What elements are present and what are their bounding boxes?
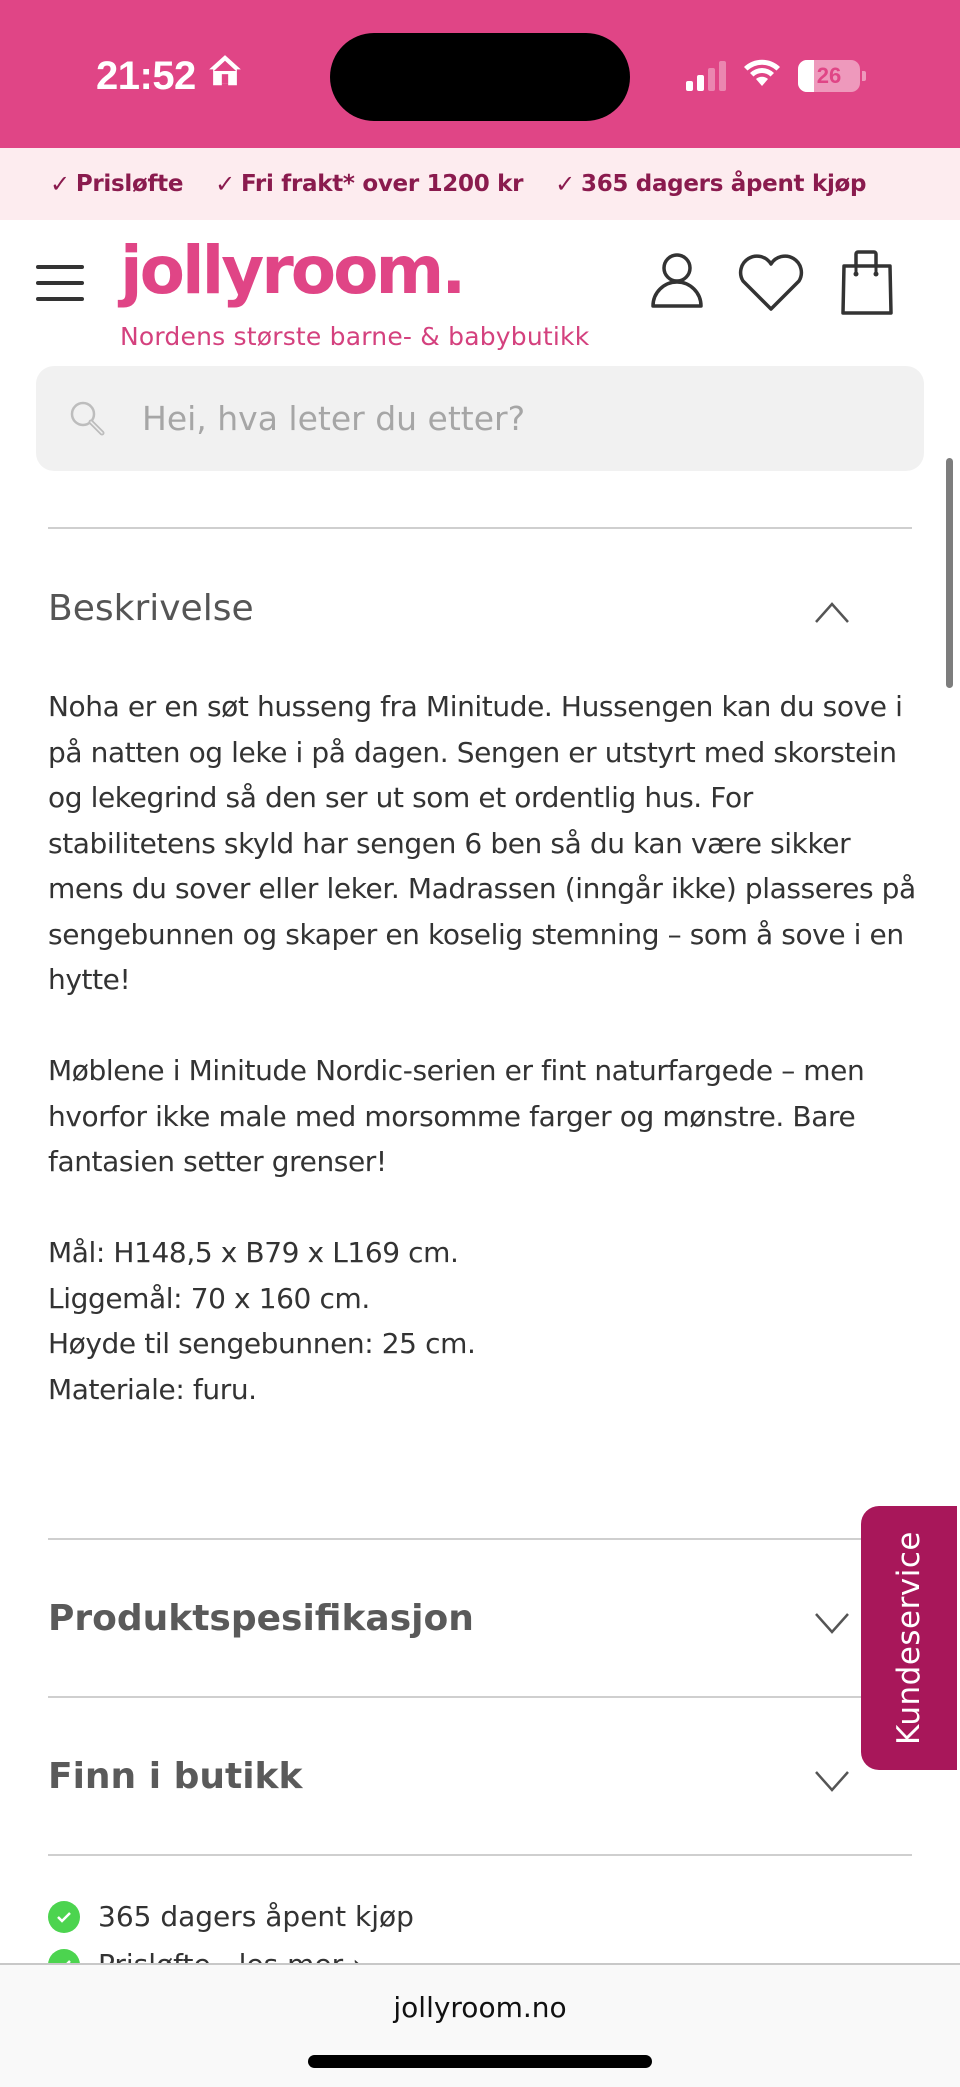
customer-service-tab[interactable]: Kundeservice <box>861 1506 957 1770</box>
divider <box>48 1696 912 1698</box>
home-indicator[interactable] <box>308 2055 652 2068</box>
battery-level: 26 <box>816 62 842 88</box>
menu-icon[interactable] <box>36 265 84 301</box>
spec-bed-base-height: Høyde til sengebunnen: 25 cm. <box>48 1327 476 1360</box>
wishlist-heart-icon[interactable] <box>737 254 805 312</box>
status-time <box>96 52 244 100</box>
accordion-title: Finn i butikk <box>48 1756 303 1797</box>
scrollbar[interactable] <box>946 458 953 688</box>
check-icon: ✓ <box>50 170 70 198</box>
signal-icon <box>686 61 726 91</box>
divider <box>48 1538 912 1540</box>
status-bar <box>0 0 960 148</box>
usp-bar <box>0 148 960 220</box>
accordion-title: Beskrivelse <box>48 588 254 629</box>
check-icon: ✓ <box>555 170 575 198</box>
chevron-up-icon <box>814 600 850 624</box>
wifi-icon <box>742 58 782 93</box>
spec-sleeping-area: Liggemål: 70 x 160 cm. <box>48 1281 370 1315</box>
spec-material: Materiale: furu. <box>48 1372 257 1406</box>
divider <box>48 1854 912 1856</box>
description-body <box>48 684 928 1412</box>
chevron-down-icon <box>814 1770 850 1794</box>
accordion-title: Produktspesifikasjon <box>48 1598 474 1639</box>
account-icon[interactable] <box>650 252 704 310</box>
usp-open-purchase[interactable]: ✓ 365 dagers åpent kjøp <box>555 170 867 198</box>
check-icon: ✓ <box>215 170 235 198</box>
description-paragraph: Møblene i Minitude Nordic-serien er fint naturfargede – men hvorfor ikke male med morsomme farger og mønstre. Bare fantasien setter grenser! <box>48 1054 865 1178</box>
chevron-down-icon <box>814 1612 850 1636</box>
search-placeholder: Hei, hva leter du etter? <box>142 399 526 438</box>
logo[interactable]: jollyroom. <box>120 232 464 309</box>
description-paragraph: Noha er en søt husseng fra Minitude. Hussengen kan du sove i på natten og leke i på dagen. Sengen er utstyrt med skorstein og lekegrind så den ser ut som et ordentlig hus. For stabilitetens skyld har sengen 6 ben så du kan være sikker mens du sover eller leker. Madrassen (inngår ikke) plasseres på sengebunnen og skaper en koselig stemning – som å sove i en hytte! <box>48 690 916 996</box>
status-indicators <box>686 58 866 93</box>
usp-price-promise[interactable]: ✓ Prisløfte <box>50 170 184 198</box>
shopping-bag-icon[interactable] <box>840 250 894 316</box>
browser-address-bar[interactable] <box>0 1963 960 2087</box>
dynamic-island <box>330 33 630 121</box>
url-text[interactable]: jollyroom.no <box>393 1991 567 2024</box>
usp-free-shipping[interactable]: ✓ Fri frakt* over 1200 kr <box>215 170 524 198</box>
home-icon <box>206 52 244 100</box>
spec-dimensions: Mål: H148,5 x B79 x L169 cm. <box>48 1236 459 1269</box>
divider <box>48 527 912 529</box>
search-icon <box>68 399 108 439</box>
clock: 21:52 <box>96 53 196 98</box>
benefit-open-purchase: 365 dagers åpent kjøp <box>48 1900 414 1933</box>
green-check-icon <box>48 1901 80 1933</box>
tagline: Nordens største barne- & babybutikk <box>120 322 590 351</box>
site-header <box>0 220 960 360</box>
battery-icon <box>798 60 860 92</box>
search-input[interactable] <box>36 366 924 471</box>
